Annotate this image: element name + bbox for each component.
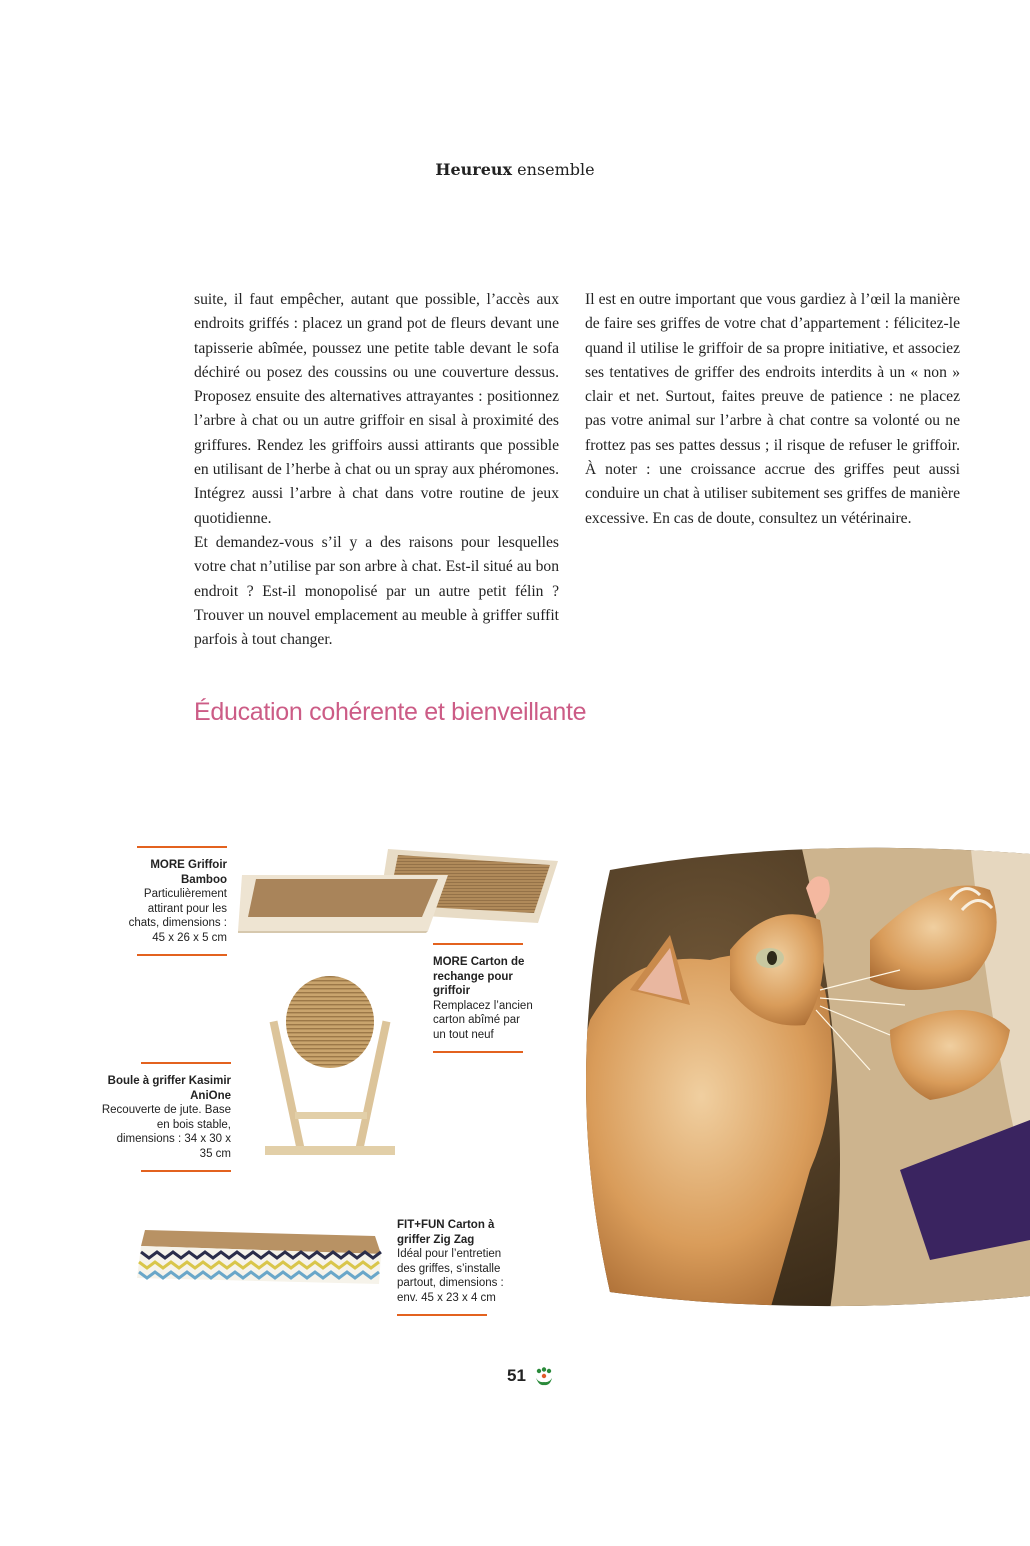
running-head [0, 160, 1030, 179]
caption-title: Boule à griffer Kasimir AniOne [107, 1075, 231, 1102]
running-head-bold: Heureux [435, 160, 513, 179]
caption-desc: Remplacez l’ancien carton abîmé par un tout neuf [433, 999, 533, 1041]
caption-title: FIT+FUN Carton à griffer Zig Zag [397, 1219, 495, 1246]
griffoir-bamboo-image [238, 843, 563, 933]
caption-desc: Recouverte de jute. Base en bois stable, dimensions : 34 x 30 x 35 cm [101, 1104, 231, 1160]
caption-rule [397, 1314, 487, 1316]
left-column [194, 288, 559, 652]
caption-rule [141, 1170, 231, 1172]
cat-scratching-photo [570, 840, 1030, 1310]
caption-rule [137, 846, 227, 848]
caption-desc: Idéal pour l’entretien des griffes, s’installe partout, dimensions : env. 45 x 23 x 4 cm [397, 1248, 504, 1304]
caption-rule [433, 943, 523, 945]
caption-griffoir-bamboo [127, 846, 227, 956]
brand-paw-logo-icon [533, 1366, 555, 1388]
caption-carton-zigzag [397, 1218, 507, 1316]
caption-rule [141, 1062, 231, 1064]
caption-rule [137, 954, 227, 956]
right-column [585, 288, 960, 531]
section-heading: Éducation cohérente et bienveillante [194, 698, 587, 726]
caption-title: MORE Griffoir Bamboo [150, 859, 227, 886]
caption-rule [433, 1051, 523, 1053]
paragraph: Il est en outre important que vous gardiez à l’œil la manière de faire ses griffes de votre chat d’appartement : félicitez-le quand il utilise le griffoir de sa propre initiative, et associez ses tentatives de griffer des endroits interdits à un « non » clair et net. Surtout, faites preuve de patience : ne placez pas votre animal sur l’arbre à chat contre sa volonté ou ne frottez pas ses pattes dessus ; il risque de refuser le griffoir. À noter : une croissance accrue des griffes peut aussi conduire un chat à utiliser subitement ses griffes de manière excessive. En cas de doute, consultez un vétérinaire. [585, 291, 960, 527]
boule-griffer-image [255, 972, 405, 1164]
running-head-rest: ensemble [517, 160, 595, 179]
carton-zigzag-image [135, 1222, 385, 1284]
page-number: 51 [507, 1366, 526, 1385]
caption-boule-kasimir [101, 1062, 231, 1172]
paragraph: suite, il faut empêcher, autant que possible, l’accès aux endroits griffés : placez un grand pot de fleurs devant une tapisserie abîmée, poussez une petite table devant le sofa déchiré ou posez des coussins ou une couverture dessus. Proposez ensuite des alternatives attrayantes : positionnez l’arbre à chat ou un autre griffoir en sisal à proximité des griffures. Rendez les griffoirs aussi attirants que possible en utilisant de l’herbe à chat ou un spray aux phéromones. Intégrez aussi l’arbre à chat dans votre routine de jeux quotidienne. [194, 291, 559, 527]
paragraph: Et demandez-vous s’il y a des raisons pour lesquelles votre chat n’utilise par son arbre à chat. Est-il situé au bon endroit ? Est-il monopolisé par un autre petit félin ? Trouver un nouvel emplacement au meuble à griffer suffit parfois à tout changer. [194, 533, 559, 649]
caption-carton-rechange [433, 943, 533, 1053]
caption-desc: Particulièrement attirant pour les chats, dimensions : 45 x 26 x 5 cm [128, 888, 227, 944]
caption-title: MORE Carton de rechange pour griffoir [433, 956, 525, 997]
